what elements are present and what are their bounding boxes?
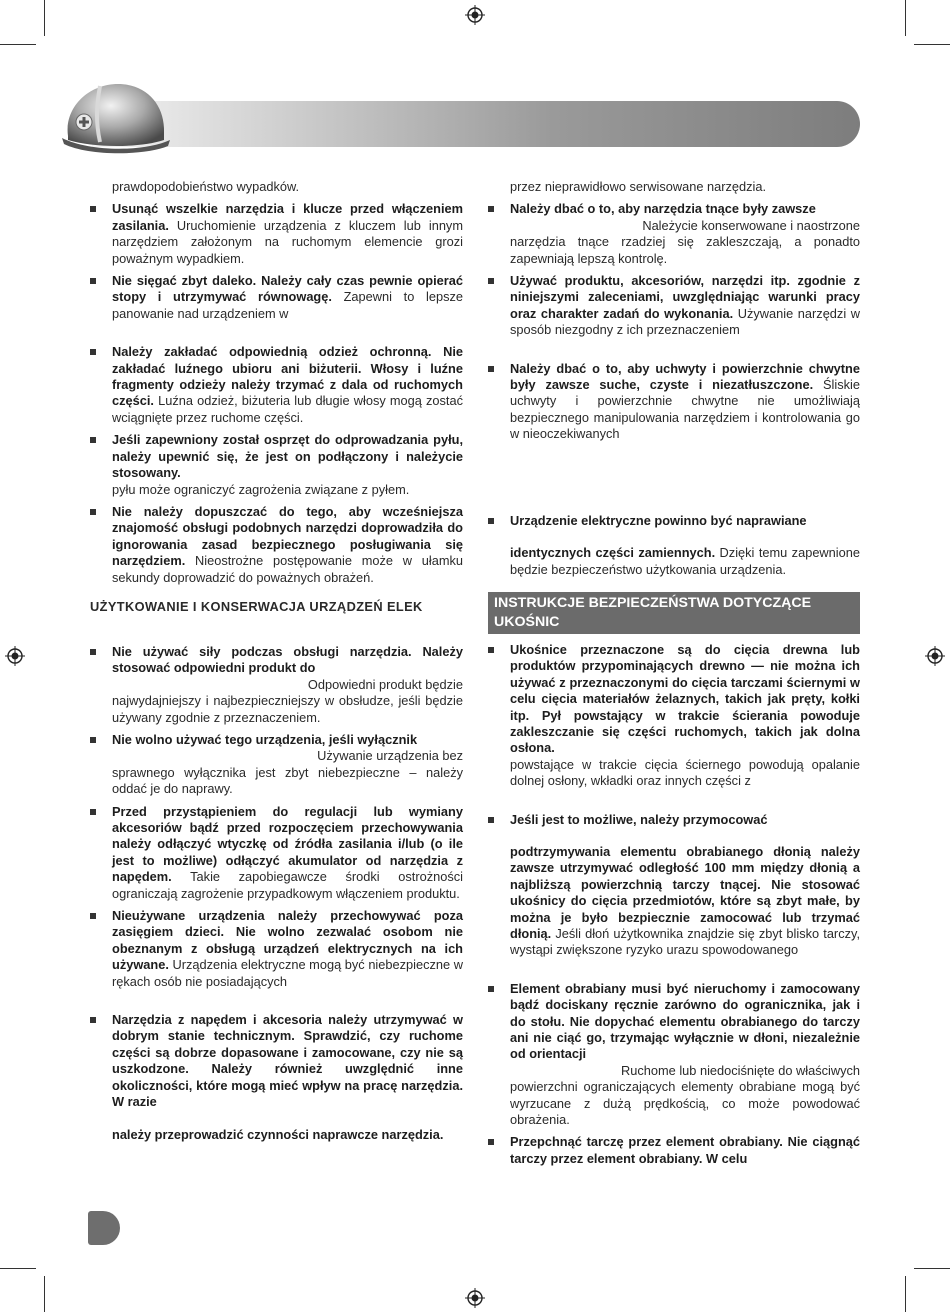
list-item-continuation: należy przeprowadzić czynności naprawcze narzędzia. (112, 1126, 444, 1142)
list-item: Urządzenie elektryczne powinno być naprawiane (488, 513, 860, 529)
bullet-icon (90, 809, 96, 815)
bullet-icon (90, 649, 96, 655)
list-item: Narzędzia z napędem i akcesoria należy utrzymywać w dobrym stanie technicznym. Sprawdzić, czy ruchome części są dobrze dopasowane i zamocowane, czy nie są uszkodzone. Należy również uwzględnić inne okoliczności, które mogą mieć wpływ na pracę narzędzia. W razie (90, 1012, 463, 1110)
header-bar (92, 101, 860, 147)
bullet-icon (90, 737, 96, 743)
list-item: Należy zakładać odpowiednią odzież ochronną. Nie zakładać luźnego ubioru ani biżuterii. Włosy i luźne fragmenty odzieży należy trzymać z dala od ruchomych części. Luźna odzież, biżuteria lub długie włosy mogą zostać wciągnięte przez ruchome części. (90, 344, 463, 426)
crop-mark (905, 1276, 906, 1312)
list-item: Jeśli zapewniony został osprzęt do odprowadzania pyłu, należy upewnić się, że jest on podłączony i należycie stosowany. pyłu może ograniczyć zagrożenia związane z pyłem. (90, 432, 463, 498)
list-item: Nieużywane urządzenia należy przechowywać poza zasięgiem dzieci. Nie wolno zezwalać osobom nie obeznanym z obsługą urządzeń elektrycznych na ich używane. Urządzenia elektryczne mogą być niebezpieczne w rękach osób nie posiadających (90, 908, 463, 990)
intro-text: prawdopodobieństwo wypadków. (112, 179, 300, 194)
registration-mark-icon (465, 1288, 485, 1308)
list-item: Nie sięgać zbyt daleko. Należy cały czas pewnie opierać stopy i utrzymywać równowagę. Zapewni to lepsze panowanie nad urządzeniem w (90, 273, 463, 322)
right-column (488, 179, 860, 1173)
bullet-icon (488, 278, 494, 284)
intro-text: przez nieprawidłowo serwisowane narzędzia. (510, 179, 767, 194)
bullet-icon (90, 509, 96, 515)
bullet-icon (488, 518, 494, 524)
bullet-icon (488, 206, 494, 212)
bullet-icon (90, 206, 96, 212)
bullet-icon (90, 349, 96, 355)
bullet-icon (90, 913, 96, 919)
list-item: Nie należy dopuszczać do tego, aby wcześniejsza znajomość obsługi podobnych narzędzi doprowadziła do ignorowania zasad bezpiecznego posługiwania się narzędziem. Nieostrożne postępowanie może w ułamku sekundy doprowadzić do poważnych obrażeń. (90, 504, 463, 586)
list-item: Przepchnąć tarczę przez element obrabiany. Nie ciągnąć tarczy przez element obrabiany. W celu (488, 1134, 860, 1167)
crop-mark (44, 1276, 45, 1312)
left-column (90, 179, 463, 1149)
bullet-icon (488, 1139, 494, 1145)
bullet-icon (488, 647, 494, 653)
list-item: Jeśli jest to możliwe, należy przymocować (488, 812, 860, 828)
bullet-icon (488, 817, 494, 823)
crop-mark (0, 1268, 36, 1269)
bullet-icon (488, 986, 494, 992)
bullet-icon (90, 437, 96, 443)
registration-mark-icon (925, 646, 945, 666)
crop-mark (905, 0, 906, 36)
list-item: Przed przystąpieniem do regulacji lub wymiany akcesoriów bądź przed rozpoczęciem przechowywania należy odłączyć wtyczkę od źródła zasilania i/lub (o ile jest to możliwe) odłączyć akumulator od narzędzia z napędem. Takie zapobiegawcze środki ostrożności ograniczają zagrożenie przypadkowym włączeniem produktu. (90, 804, 463, 902)
registration-mark-icon (5, 646, 25, 666)
list-item: Usunąć wszelkie narzędzia i klucze przed włączeniem zasilania. Uruchomienie urządzenia z kluczem lub innym narzędziem założonym na ruchomym elemencie grozi poważnym wypadkiem. (90, 201, 463, 267)
list-item: Ukośnice przeznaczone są do cięcia drewna lub produktów przypominających drewno — nie można ich używać z przeznaczonymi do cięcia tarczami ściernymi w celu cięcia materiałów żelaznych, takich jak pręty, kołki itp. Pył powstający w trakcie ścierania powoduje zakleszczanie się części ruchomych, takich jak dolna osłona. powstające w trakcie cięcia ściernego powodują opalanie dolnej osłony, wkładki oraz innych części z (488, 642, 860, 790)
list-item: Nie wolno używać tego urządzenia, jeśli wyłącznik Używanie urządzenia bez sprawnego wyłącznika jest zbyt niebezpieczne – należy oddać je do naprawy. (90, 732, 463, 798)
registration-mark-icon (465, 5, 485, 25)
list-item: Należy dbać o to, aby narzędzia tnące były zawsze Należycie konserwowane i naostrzone narzędzia tnące rzadziej się zakleszczają, a ponadto zapewniają lepszą kontrolę. (488, 201, 860, 267)
bullet-icon (90, 1017, 96, 1023)
bullet-icon (488, 366, 494, 372)
crop-mark (0, 44, 36, 45)
list-item: Używać produktu, akcesoriów, narzędzi itp. zgodnie z niniejszymi zaleceniami, uwzględniając warunki pracy oraz charakter zadań do wykonania. Używanie narzędzi w sposób niezgodny z ich przeznaczeniem (488, 273, 860, 339)
crop-mark (914, 44, 950, 45)
crop-mark (914, 1268, 950, 1269)
list-item-continuation: identycznych części zamiennych. Dzięki temu zapewnione będzie bezpieczeństwo użytkowania urządzenia. (510, 545, 860, 577)
list-item-continuation: podtrzymywania elementu obrabianego dłonią należy zawsze utrzymywać odległość 100 mm między dłonią a najbliższą powierzchnią tarczy tnącej. Nie stosować ukośnicy do cięcia przedmiotów, które są zbyt małe, by można je było bezpiecznie zamocować lub trzymać dłonią. Jeśli dłoń użytkownika znajdzie się zbyt blisko tarczy, wystąpi zwiększone ryzyko urazu spowodowanego (510, 843, 860, 958)
safety-helmet-icon (60, 78, 172, 154)
bullet-icon (90, 278, 96, 284)
page-number-tab (88, 1211, 120, 1245)
list-item: Należy dbać o to, aby uchwyty i powierzchnie chwytne były zawsze suche, czyste i niezatłuszczone. Śliskie uchwyty i powierzchnie chwytne nie umożliwiają bezpiecznego manipulowania narzędziem i kontrolowania go w nieoczekiwanych (488, 361, 860, 443)
section-title-box: INSTRUKCJE BEZPIECZEŃSTWA DOTYCZĄCE UKOŚNIC (488, 592, 860, 634)
crop-mark (44, 0, 45, 36)
list-item: Nie używać siły podczas obsługi narzędzia. Należy stosować odpowiedni produkt do Odpowiedni produkt będzie najwydajniejszy i najbezpieczniejszy w obsłudze, jeśli będzie używany zgodnie z przeznaczeniem. (90, 644, 463, 726)
list-item: Element obrabiany musi być nieruchomy i zamocowany bądź dociskany ręcznie zarówno do ogranicznika, jak i do stołu. Nie dopychać elementu obrabianego do tarczy ani nie ciąć go, trzymając wyłącznie w dłoni, niezależnie od orientacji Ruchome lub niedociśnięte do właściwych powierzchni ograniczających elementy obrabiane mogą być wyrzucane z dużą prędkością, co może powodować obrażenia. (488, 981, 860, 1129)
section-title: UŻYTKOWANIE I KONSERWACJA URZĄDZEŃ ELEK (90, 598, 423, 614)
